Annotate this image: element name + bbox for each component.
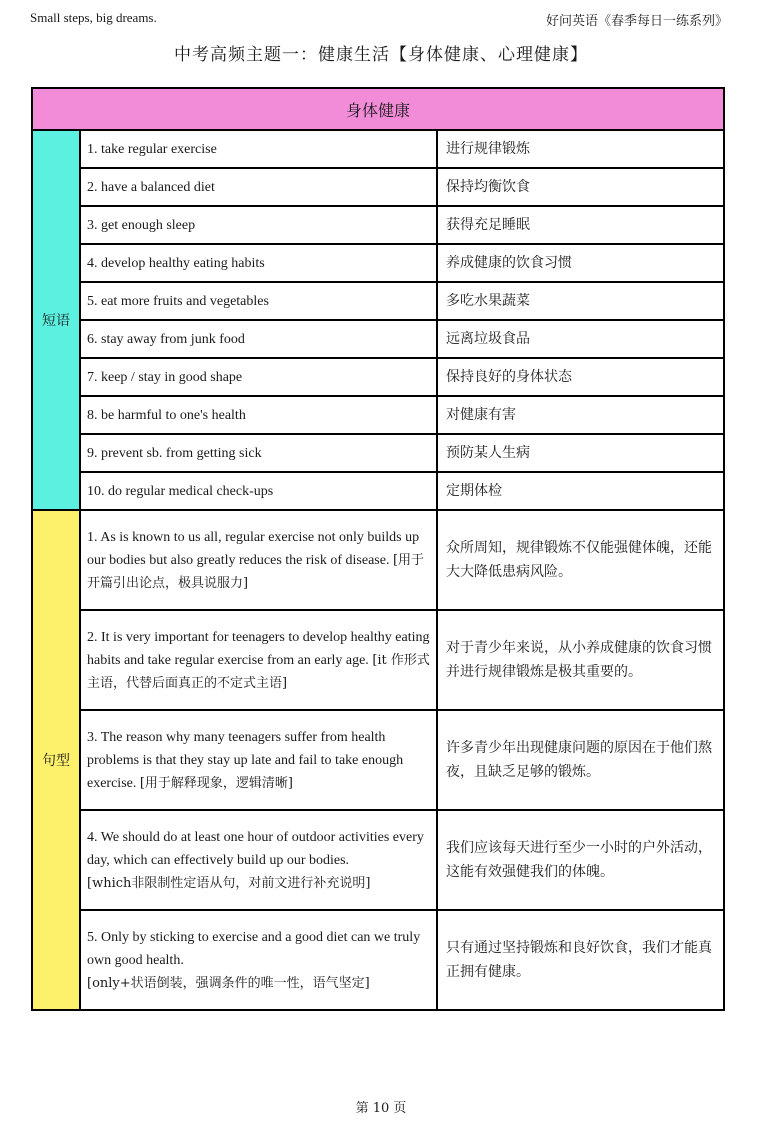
sentence-text: 1. As is known to us all, regular exercise not only builds up our bodies but also greatly reduces the risk of disease. — [87, 529, 420, 568]
sentence-en — [80, 710, 437, 810]
phrase-zh: 预防某人生病 — [437, 434, 724, 472]
phrase-zh: 对健康有害 — [437, 396, 724, 434]
section-header: 身体健康 — [32, 88, 724, 130]
sentence-note: [用于开篇引出论点，极具说服力] — [87, 552, 425, 591]
phrase-zh: 养成健康的饮食习惯 — [437, 244, 724, 282]
header-series-title: 好问英语《春季每日一练系列》 — [545, 14, 728, 29]
sentence-zh: 我们应该每天进行至少一小时的户外活动，这能有效强健我们的体魄。 — [437, 810, 724, 910]
phrase-row — [32, 282, 724, 320]
phrase-row — [32, 396, 724, 434]
sentence-note: [用于解释现象，逻辑清晰] — [139, 775, 294, 791]
phrase-zh: 多吃水果蔬菜 — [437, 282, 724, 320]
phrase-row — [32, 168, 724, 206]
sentence-note: [only+状语倒装，强调条件的唯一性，语气坚定] — [87, 975, 370, 991]
sentence-text: 2. It is very important for teenagers to develop healthy eating habits and take regular exercise from an early age. — [87, 629, 430, 668]
phrase-zh: 进行规律锻炼 — [437, 130, 724, 168]
phrase-row — [32, 472, 724, 510]
sentence-zh: 众所周知，规律锻炼不仅能强健体魄，还能大大降低患病风险。 — [437, 510, 724, 610]
phrase-row — [32, 244, 724, 282]
phrase-zh: 保持良好的身体状态 — [437, 358, 724, 396]
sentence-text: 4. We should do at least one hour of outdoor activities every day, which can effectively build up our bodies. — [87, 829, 424, 868]
sentence-en — [80, 510, 437, 610]
phrase-en: 7. keep / stay in good shape — [80, 358, 437, 396]
category-sentences: 句型 — [32, 510, 80, 1010]
phrase-row — [32, 320, 724, 358]
phrase-en: 4. develop healthy eating habits — [80, 244, 437, 282]
phrase-zh: 保持均衡饮食 — [437, 168, 724, 206]
sentence-zh: 只有通过坚持锻炼和良好饮食，我们才能真正拥有健康。 — [437, 910, 724, 1010]
phrase-zh: 远离垃圾食品 — [437, 320, 724, 358]
sentence-row — [32, 710, 724, 810]
sentence-en — [80, 810, 437, 910]
phrase-en: 6. stay away from junk food — [80, 320, 437, 358]
phrase-row — [32, 206, 724, 244]
sentence-en — [80, 610, 437, 710]
sentence-note: [it 作形式主语，代替后面真正的不定式主语] — [87, 652, 430, 691]
phrase-en: 5. eat more fruits and vegetables — [80, 282, 437, 320]
phrase-zh: 定期体检 — [437, 472, 724, 510]
phrase-en: 9. prevent sb. from getting sick — [80, 434, 437, 472]
sentence-row — [32, 810, 724, 910]
category-phrases: 短语 — [32, 130, 80, 510]
sentence-row — [32, 910, 724, 1010]
phrase-row — [32, 434, 724, 472]
phrase-zh: 获得充足睡眠 — [437, 206, 724, 244]
page-number: 第 10 页 — [355, 1101, 407, 1116]
sentence-row — [32, 510, 724, 610]
sentence-en — [80, 910, 437, 1010]
sentence-text: 5. Only by sticking to exercise and a good diet can we truly own good health. — [87, 929, 421, 968]
phrase-row — [32, 358, 724, 396]
sentence-zh: 许多青少年出现健康问题的原因在于他们熬夜，且缺乏足够的锻炼。 — [437, 710, 724, 810]
phrase-en: 1. take regular exercise — [80, 130, 437, 168]
phrase-row — [32, 130, 724, 168]
phrase-en: 8. be harmful to one's health — [80, 396, 437, 434]
sentence-text: 3. The reason why many teenagers suffer from health problems is that they stay up late and fail to take enough exercise. — [87, 729, 404, 791]
sentence-note: [which非限制性定语从句，对前文进行补充说明] — [87, 875, 371, 891]
header-slogan: Small steps, big dreams. — [30, 10, 157, 25]
page-title: 中考高频主题一：健康生活【身体健康、心理健康】 — [174, 45, 588, 65]
vocabulary-table — [31, 87, 725, 1011]
sentence-row — [32, 610, 724, 710]
phrase-en: 2. have a balanced diet — [80, 168, 437, 206]
sentence-zh: 对于青少年来说，从小养成健康的饮食习惯并进行规律锻炼是极其重要的。 — [437, 610, 724, 710]
phrase-en: 3. get enough sleep — [80, 206, 437, 244]
phrase-en: 10. do regular medical check-ups — [80, 472, 437, 510]
